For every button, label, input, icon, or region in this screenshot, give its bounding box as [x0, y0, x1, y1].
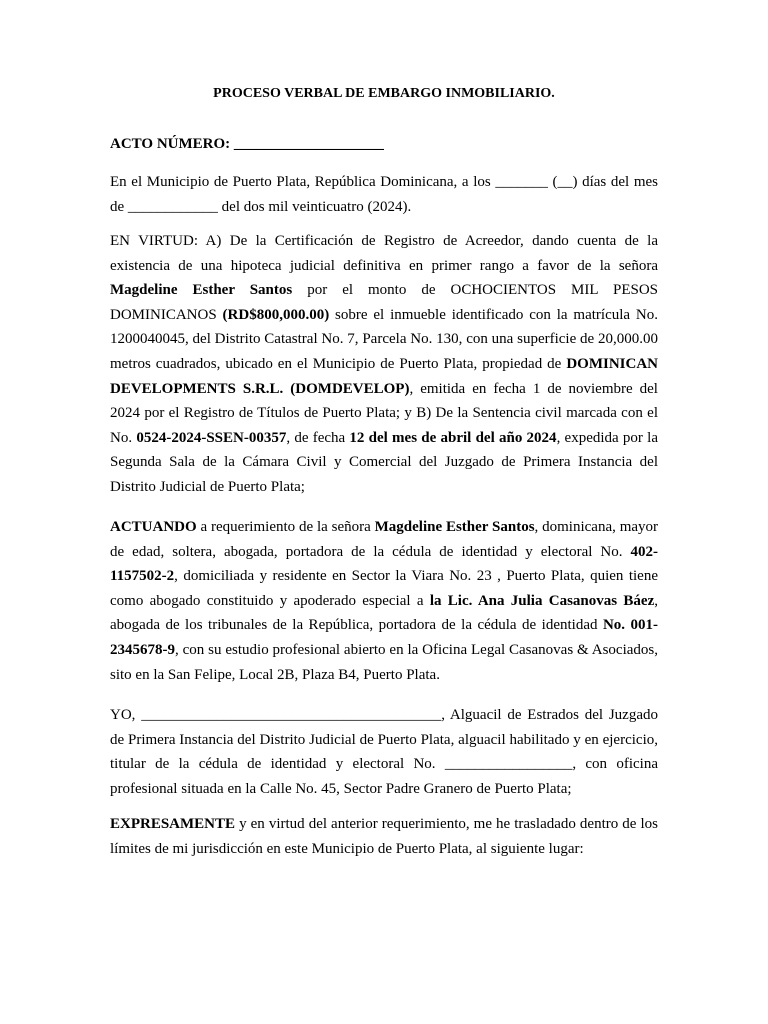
text-segment: EN VIRTUD: A) De la Certificación de Registro de Acreedor, dando cuenta de la existencia de una hipoteca judicial definitiva en primer rango a favor de la señora	[110, 233, 658, 274]
company-name: DOMINICAN DEVELOPMENTS S.R.L. (DOMDEVELOP)	[110, 355, 658, 397]
text-segment: a requerimiento de la señora	[196, 519, 375, 535]
acto-numero: ACTO NÚMERO: ____________________	[110, 136, 384, 152]
text-segment: y en virtud del anterior requerimiento, me he trasladado dentro de los límites de mi jurisdicción en este Municipio de Puerto Plata, al siguiente lugar:	[110, 816, 658, 857]
document-title: PROCESO VERBAL DE EMBARGO INMOBILIARIO.	[213, 86, 555, 101]
text-segment: , abogada de los tribunales de la República, portadora de la cédula de identidad	[110, 592, 658, 634]
text-segment: , dominicana, mayor de edad, soltera, abogada, portadora de la cédula de identidad y electoral No.	[110, 519, 659, 560]
paragraph-expresamente	[110, 812, 658, 861]
text-segment: , emitida en fecha 1 de noviembre del 2024 por el Registro de Títulos de Puerto Plata; y B) De la Sentencia civil marcada con el No.	[110, 380, 658, 446]
actuando-label: ACTUANDO	[110, 519, 197, 535]
text-segment: , expedida por la Segunda Sala de la Cámara Civil y Comercial del Juzgado de Primera Instancia del Distrito Judicial de Puerto Plata;	[110, 429, 658, 495]
lawyer-id: No. 001-2345678-9	[110, 617, 659, 658]
requester-id: 402-1157502-2	[110, 543, 658, 585]
text-segment: sobre el inmueble identificado con la matrícula No. 1200040045, del Distrito Catastral No. 7, Parcela No. 130, con una superficie de 20,000.00 metros cuadrados, ubicado en el Municipio de Puerto Plata, propiedad de	[110, 306, 658, 372]
expresamente-label: EXPRESAMENTE	[110, 816, 236, 832]
paragraph-text: En el Municipio de Puerto Plata, República Dominicana, a los _______ (__) días del mes de ____________ del dos mil veinticuatro (2024).	[110, 174, 658, 215]
lawyer-name: la Lic. Ana Julia Casanovas Báez	[429, 592, 655, 609]
requester-name: Magdeline Esther Santos	[374, 519, 535, 535]
sentence-number: 0524-2024-SSEN-00357	[136, 429, 287, 446]
paragraph-alguacil	[110, 703, 658, 801]
paragraph-date	[110, 170, 658, 219]
text-segment: , con su estudio profesional abierto en la Oficina Legal Casanovas & Asociados, sito en la San Felipe, Local 2B, Plaza B4, Puerto Plata.	[110, 641, 658, 683]
text-segment: , domiciliada y residente en Sector la Viara No. 23 , Puerto Plata, quien tiene como abogado constituido y apoderado especial a	[110, 568, 658, 609]
paragraph-actuando	[110, 515, 658, 687]
amount: (RD$800,000.00)	[222, 306, 330, 323]
text-segment: , de fecha	[286, 429, 350, 446]
paragraph-text: YO, ________________________________________, Alguacil de Estrados del Juzgado de Primera Instancia del Distrito Judicial de Puerto Plata, alguacil habilitado y en ejercicio, titular de la cédula de identidad y electoral No. _________________, con oficina profesional situada en la Calle No. 45, Sector Padre Granero de Puerto Plata;	[110, 707, 658, 797]
sentence-date: 12 del mes de abril del año 2024	[349, 429, 557, 446]
paragraph-en-virtud	[110, 229, 658, 500]
creditor-name: Magdeline Esther Santos	[110, 282, 293, 299]
text-segment: por el monto de OCHOCIENTOS MIL PESOS DOMINICANOS	[110, 282, 658, 323]
